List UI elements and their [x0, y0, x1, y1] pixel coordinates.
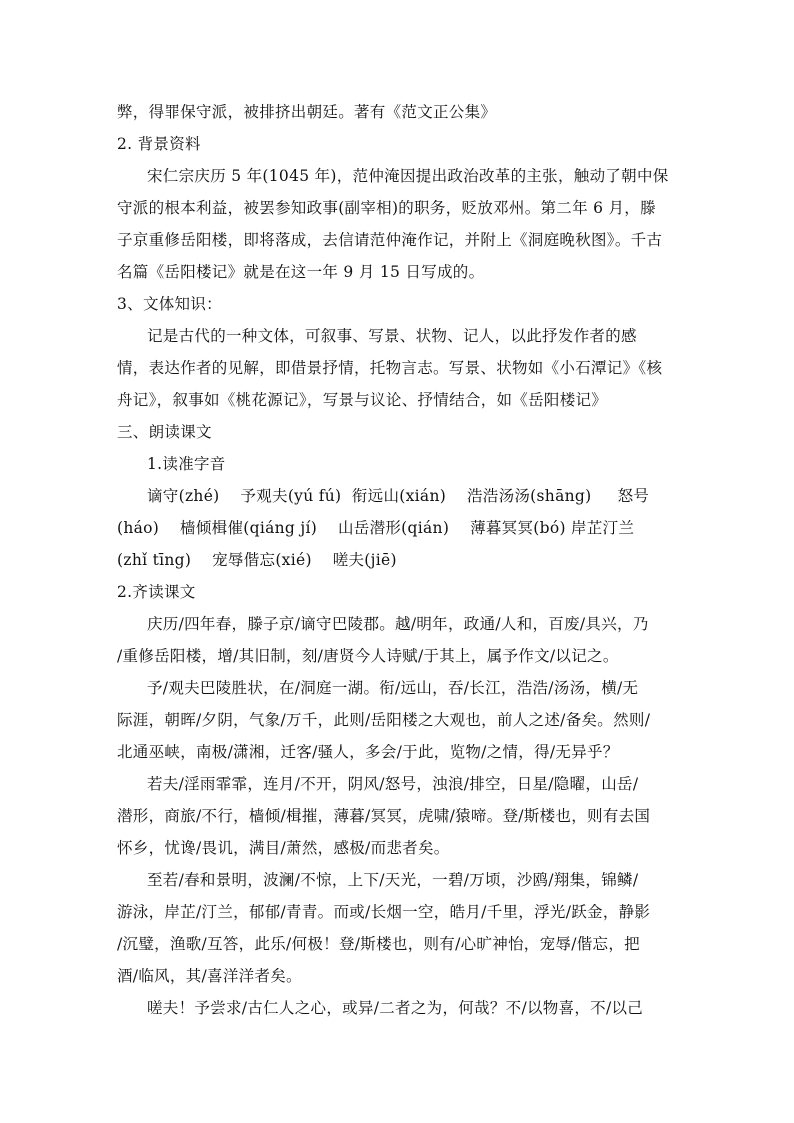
genre-paragraph-line: 记是古代的一种文体，可叙事、写景、状物、记人，以此抒发作者的感: [147, 327, 637, 345]
text-paragraph-line: 北通巫峡，南极/潇湘，迁客/骚人，多会/于此，览物/之情，得/无异乎？: [117, 743, 619, 761]
text-paragraph-line: /重修岳阳楼，增/其旧制，刻/唐贤今人诗赋/于其上，属予作文/以记之。: [117, 647, 619, 665]
section-heading-reading: 三、朗读课文: [117, 423, 212, 441]
subheading-pronunciation: 1.读准字音: [147, 455, 226, 473]
background-paragraph-line: 宋仁宗庆历 5 年(1045 年)，范仲淹因提出政治改革的主张，触动了朝中保: [147, 167, 669, 185]
genre-paragraph-line: 情，表达作者的见解，即借景抒情，托物言志。写景、状物如《小石潭记》《核: [117, 359, 663, 377]
genre-paragraph-line: 舟记》，叙事如《桃花源记》，写景与议论、抒情结合，如《岳阳楼记》: [117, 391, 608, 409]
text-paragraph-line: 怀乡，忧谗/畏讥，满目/萧然，感极/而悲者矣。: [117, 839, 450, 857]
background-paragraph-line: 守派的根本利益，被罢参知政事(副宰相)的职务，贬放邓州。第二年 6 月，滕: [117, 199, 656, 217]
text-paragraph-line: 嗟夫！予尝求/古仁人之心，或异/二者之为，何哉？不/以物喜，不/以己: [147, 999, 644, 1017]
text-paragraph-line: 至若/春和景明，波澜/不惊，上下/天光，一碧/万顷，沙鸥/翔集，锦鳞/: [147, 871, 639, 889]
pronunciation-line: (háo) 樯倾楫催(qiáng jí) 山岳潜形(qián) 薄暮冥冥(bó) 岸芷汀兰: [117, 519, 635, 537]
text-paragraph-line: 予/观夫巴陵胜状，在/洞庭一湖。衔/远山，吞/长江，浩浩/汤汤，横/无: [147, 679, 639, 697]
section-heading-genre: 3、文体知识：: [117, 295, 222, 313]
section-heading-background: 2. 背景资料: [117, 135, 201, 153]
text-paragraph-line: 若夫/淫雨霏霏，连月/不开，阴风/怒号，浊浪/排空，日星/隐曜，山岳/: [147, 775, 639, 793]
text-paragraph-line: 际涯，朝晖/夕阴，气象/万千，此则/岳阳楼之大观也，前人之述/备矣。然则/: [117, 711, 651, 729]
background-paragraph-line: 子京重修岳阳楼，即将落成，去信请范仲淹作记，并附上《洞庭晚秋图》。千古: [117, 231, 663, 249]
text-paragraph-line: 潜形，商旅/不行，樯倾/楫摧，薄暮/冥冥，虎啸/猿啼。登/斯楼也，则有去国: [117, 807, 651, 825]
background-paragraph-line: 名篇《岳阳楼记》就是在这一年 9 月 15 日写成的。: [117, 263, 485, 281]
text-paragraph-line: 庆历/四年春，滕子京/谪守巴陵郡。越/明年，政通/人和，百废/具兴，乃: [147, 615, 649, 633]
text-paragraph-line: 游泳，岸芷/汀兰，郁郁/青青。而或/长烟一空，皓月/千里，浮光/跃金，静影: [117, 903, 651, 921]
intro-text-line: 弊，得罪保守派，被排挤出朝廷。著有《范文正公集》: [117, 103, 497, 121]
pronunciation-line: 谪守(zhé) 予观夫(yú fú) 衔远山(xián) 浩浩汤汤(shāng) 怒号: [147, 487, 650, 505]
pronunciation-line: (zhǐ tīng) 宠辱偕忘(xié) 嗟夫(jiē): [117, 551, 397, 569]
text-paragraph-line: 酒/临风，其/喜洋洋者矣。: [117, 967, 302, 985]
subheading-group-reading: 2.齐读课文: [117, 583, 196, 601]
text-paragraph-line: /沉璧，渔歌/互答，此乐/何极！登/斯楼也，则有/心旷神怡，宠辱/偕忘，把: [117, 935, 640, 953]
